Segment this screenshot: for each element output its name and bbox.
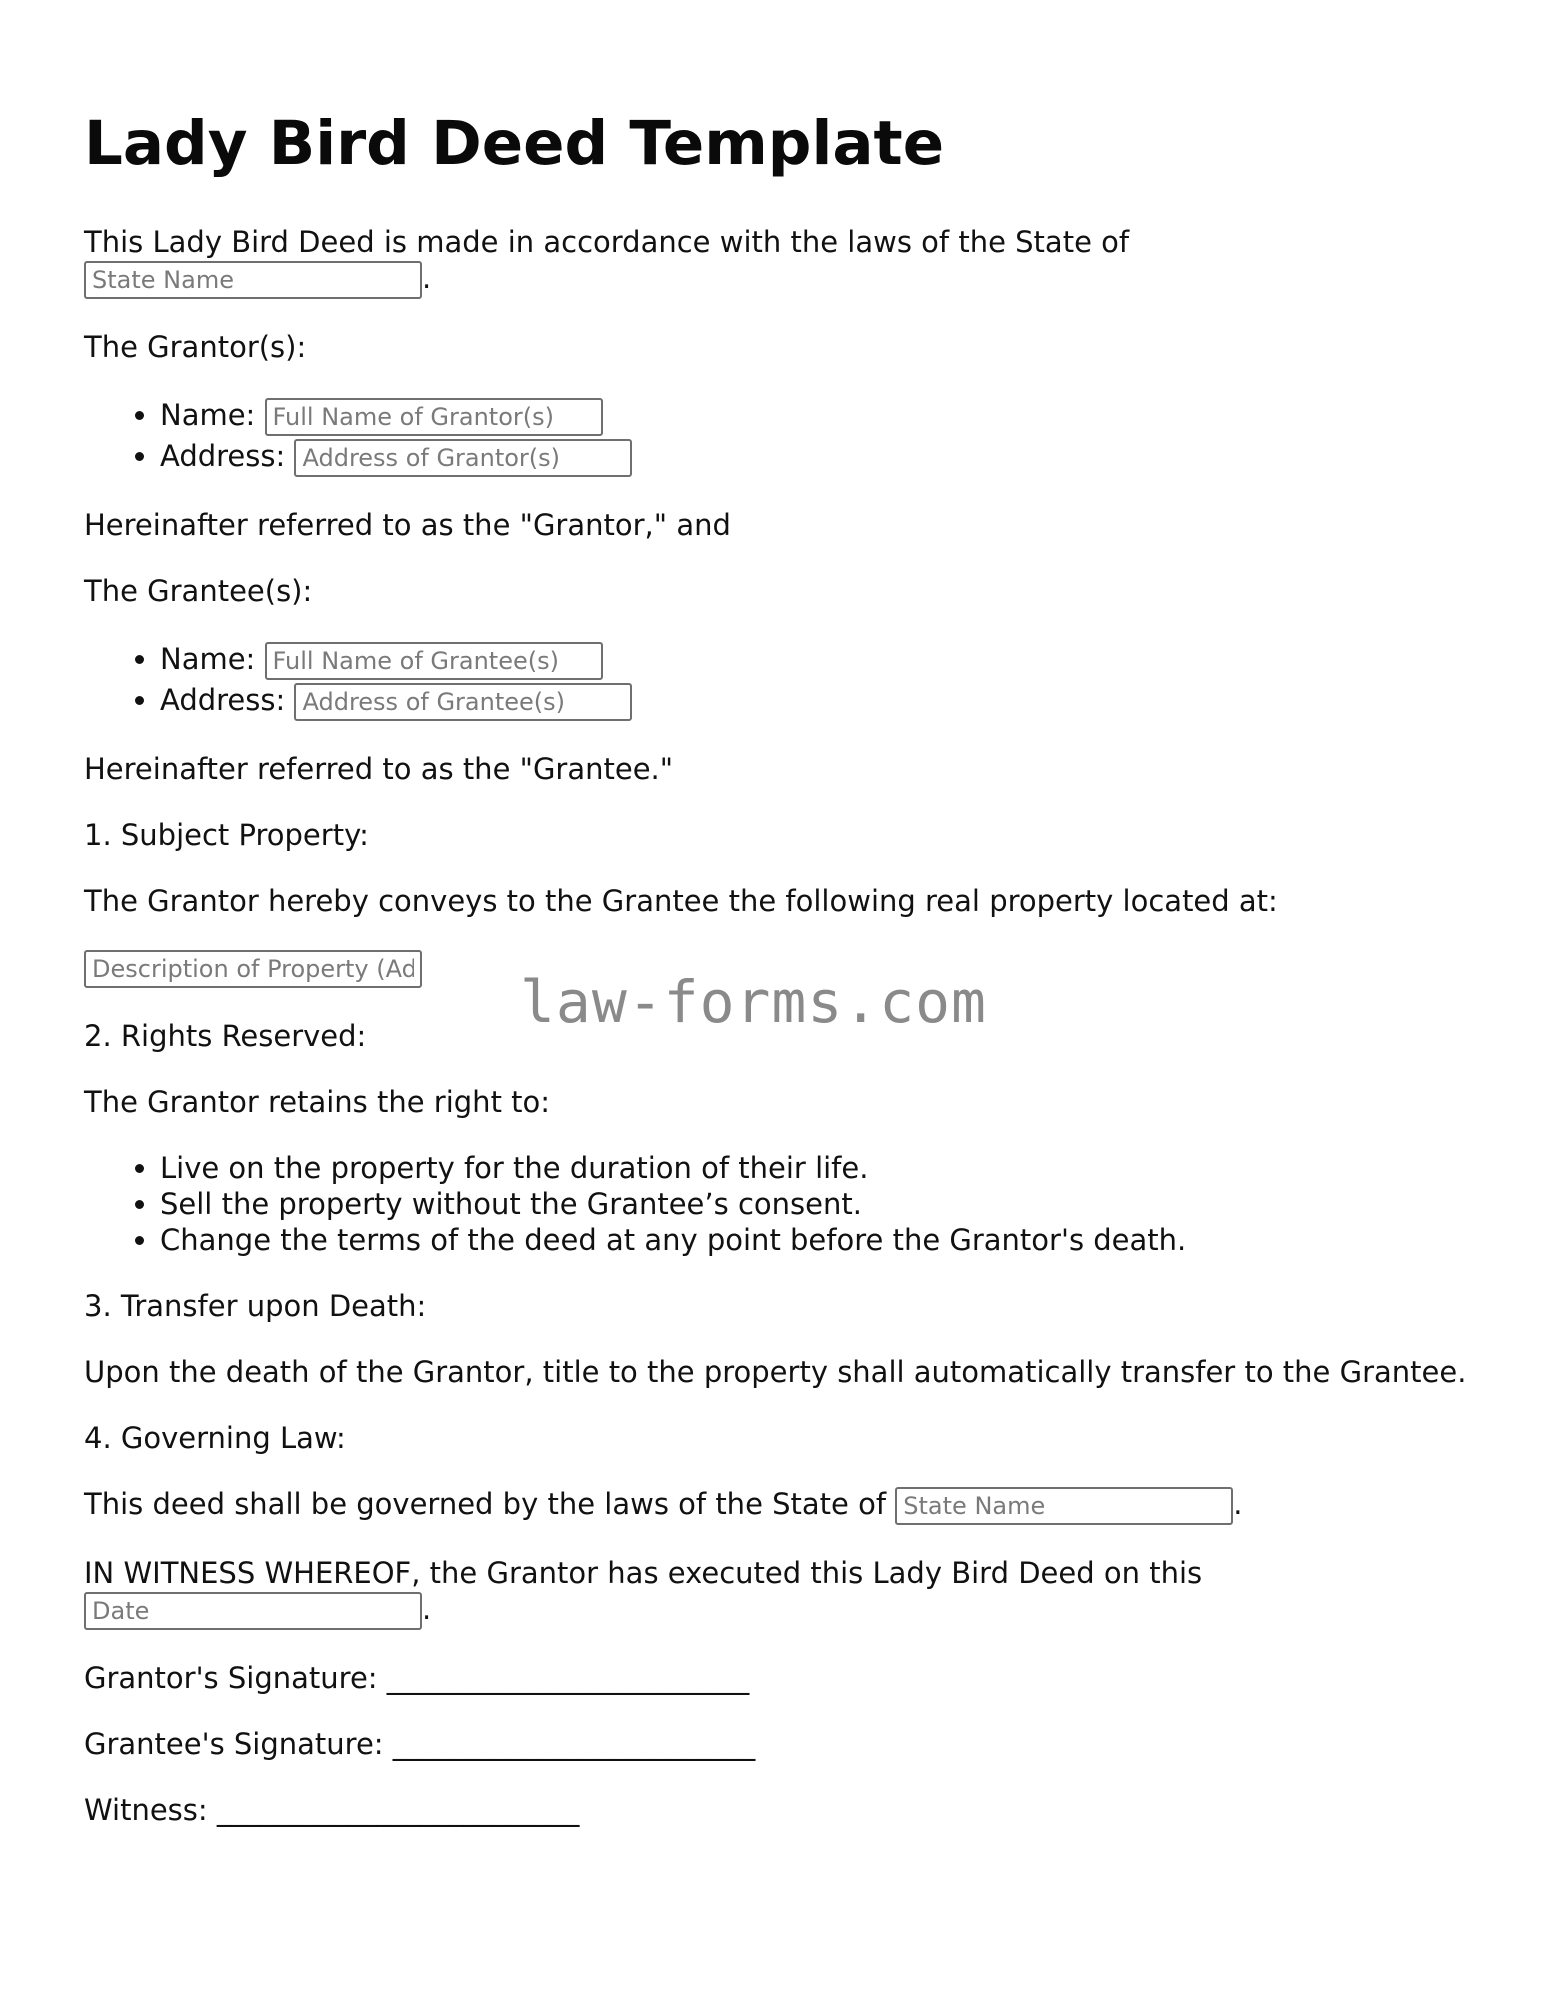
section2-heading: 2. Rights Reserved: xyxy=(84,1019,367,1053)
grantee-address-label: Address: xyxy=(160,683,286,717)
rights-list xyxy=(84,1150,1484,1258)
section4-period: . xyxy=(1233,1487,1243,1521)
grantor-heading: The Grantor(s): xyxy=(84,330,307,364)
section4-heading: 4. Governing Law: xyxy=(84,1421,346,1455)
grantee-fields xyxy=(84,639,1484,721)
witness-signature-line: Witness: _________________________ xyxy=(84,1793,580,1827)
grantor-name-row xyxy=(160,395,1484,436)
grantee-name-row xyxy=(160,639,1484,680)
grantor-address-label: Address: xyxy=(160,439,286,473)
witness-clause xyxy=(84,1555,1484,1630)
grantee-address-row xyxy=(160,680,1484,721)
rights-item: • Live on the property for the duration of their life. xyxy=(160,1150,1484,1186)
watermark: law-forms.com xyxy=(520,968,987,1036)
grantee-referred: Hereinafter referred to as the "Grantee." xyxy=(84,752,674,786)
grantee-address-input[interactable] xyxy=(294,683,632,721)
grantee-signature-line: Grantee's Signature: _________________________ xyxy=(84,1727,756,1761)
section1-text: The Grantor hereby conveys to the Grantee the following real property located at: xyxy=(84,884,1278,918)
grantee-name-label: Name: xyxy=(160,642,256,676)
grantor-name-input[interactable] xyxy=(265,398,603,436)
grantor-address-input[interactable] xyxy=(294,439,632,477)
grantor-signature-line: Grantor's Signature: _________________________ xyxy=(84,1661,750,1695)
date-input[interactable] xyxy=(84,1592,422,1630)
intro-state-input[interactable] xyxy=(84,261,422,299)
grantee-heading: The Grantee(s): xyxy=(84,574,313,608)
property-description-input[interactable] xyxy=(84,950,422,988)
page-title: Lady Bird Deed Template xyxy=(84,108,945,179)
section4-paragraph xyxy=(84,1486,1484,1525)
intro-text: This Lady Bird Deed is made in accordance with the laws of the State of xyxy=(84,225,1130,259)
governing-state-input[interactable] xyxy=(895,1487,1233,1525)
section3-text: Upon the death of the Grantor, title to the property shall automatically transfer to the Grantee. xyxy=(84,1355,1467,1389)
grantee-name-input[interactable] xyxy=(265,642,603,680)
grantor-referred: Hereinafter referred to as the "Grantor," and xyxy=(84,508,731,542)
grantor-address-row xyxy=(160,436,1484,477)
section4-text: This deed shall be governed by the laws of the State of xyxy=(84,1487,887,1521)
grantor-fields xyxy=(84,395,1484,477)
witness-clause-text: IN WITNESS WHEREOF, the Grantor has executed this Lady Bird Deed on this xyxy=(84,1556,1203,1590)
intro-paragraph xyxy=(84,224,1484,299)
rights-item: • Sell the property without the Grantee’s consent. xyxy=(160,1186,1484,1222)
intro-period: . xyxy=(422,261,432,295)
grantor-name-label: Name: xyxy=(160,398,256,432)
rights-item: • Change the terms of the deed at any point before the Grantor's death. xyxy=(160,1222,1484,1258)
section2-text: The Grantor retains the right to: xyxy=(84,1085,551,1119)
witness-clause-period: . xyxy=(422,1592,432,1626)
section1-heading: 1. Subject Property: xyxy=(84,818,369,852)
section3-heading: 3. Transfer upon Death: xyxy=(84,1289,427,1323)
